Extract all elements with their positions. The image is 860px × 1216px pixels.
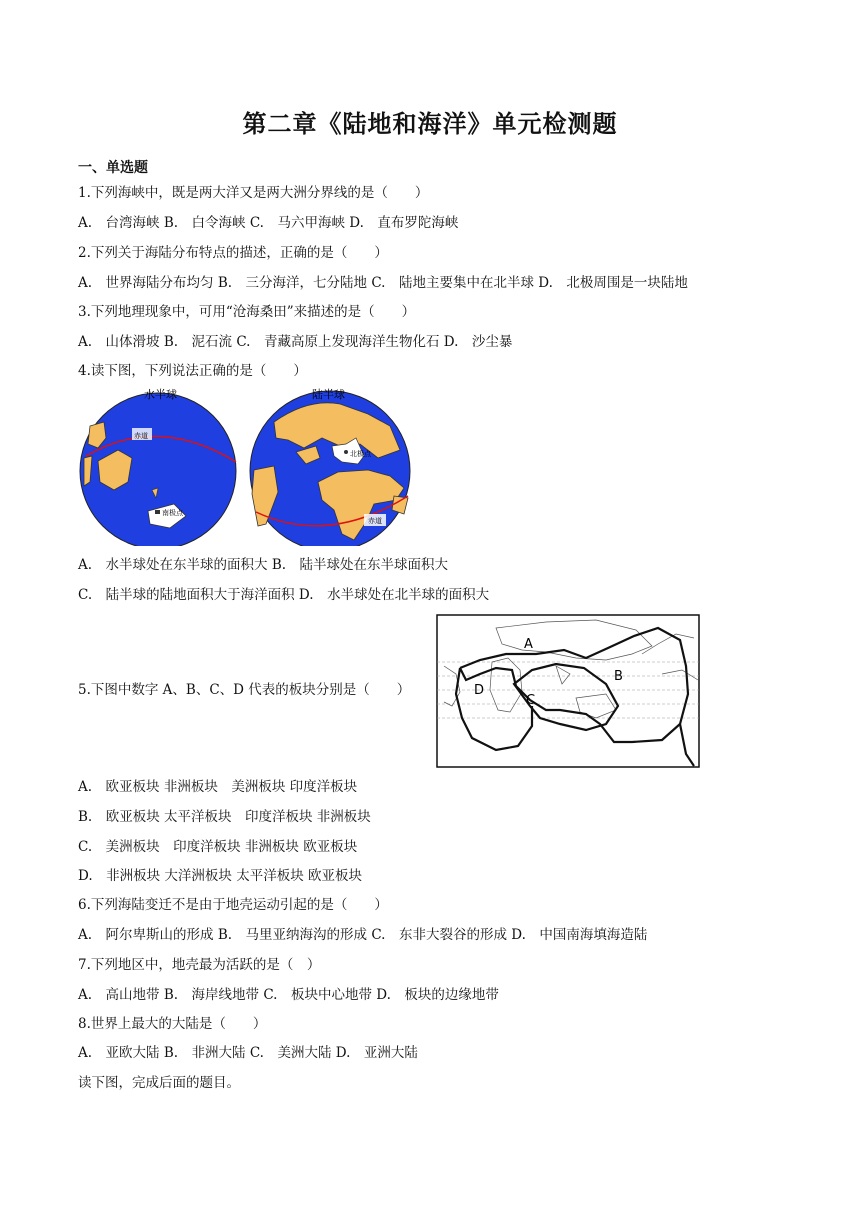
plate-label-c: C <box>526 693 536 708</box>
land-hemisphere-label: 陆半球 <box>312 388 345 401</box>
hemispheres-figure <box>78 386 418 546</box>
question-3-stem: 3.下列地理现象中，可用“沧海桑田”来描述的是（ ） <box>78 304 416 320</box>
question-5-option-a: A. 欧亚板块 非洲板块 美洲板块 印度洋板块 <box>78 779 358 795</box>
north-pole-label: 北极点 <box>350 450 371 458</box>
question-5-option-b: B. 欧亚板块 太平洋板块 印度洋板块 非洲板块 <box>78 809 371 825</box>
question-8-options: A. 亚欧大陆 B. 非洲大陆 C. 美洲大陆 D. 亚洲大陆 <box>78 1045 418 1061</box>
water-hemisphere <box>80 393 236 546</box>
question-3-options: A. 山体滑坡 B. 泥石流 C. 青藏高原上发现海洋生物化石 D. 沙尘暴 <box>78 334 513 350</box>
question-4-stem: 4.读下图，下列说法正确的是（ ） <box>78 363 307 379</box>
south-pole-label: 南极点 <box>162 509 183 517</box>
question-5-option-d: D. 非洲板块 大洋洲板块 太平洋板块 欧亚板块 <box>78 868 363 884</box>
plates-map <box>436 614 700 768</box>
page-title: 第二章《陆地和海洋》单元检测题 <box>242 110 618 138</box>
question-1-options: A. 台湾海峡 B. 白令海峡 C. 马六甲海峡 D. 直布罗陀海峡 <box>78 215 459 231</box>
question-7-options: A. 高山地带 B. 海岸线地带 C. 板块中心地带 D. 板块的边缘地带 <box>78 987 499 1003</box>
question-8-stem: 8.世界上最大的大陆是（ ） <box>78 1016 267 1032</box>
plate-label-b: B <box>614 669 623 684</box>
question-4-options-1: A. 水半球处在东半球的面积大 B. 陆半球处在东半球面积大 <box>78 557 449 573</box>
question-1-stem: 1.下列海峡中，既是两大洋又是两大洲分界线的是（ ） <box>78 185 429 201</box>
question-5-stem: 5.下图中数字 A、B、C、D 代表的板块分别是（ ） <box>78 682 411 698</box>
section-heading: 一、单选题 <box>78 160 148 176</box>
plate-label-a: A <box>524 637 533 652</box>
question-6-stem: 6.下列海陆变迁不是由于地壳运动引起的是（ ） <box>78 897 388 913</box>
question-7-stem: 7.下列地区中，地壳最为活跃的是（ ） <box>78 957 321 973</box>
closing-instruction: 读下图，完成后面的题目。 <box>78 1075 240 1091</box>
question-4-options-2: C. 陆半球的陆地面积大于海洋面积 D. 水半球处在北半球的面积大 <box>78 587 490 603</box>
water-equator-label: 赤道 <box>134 432 148 440</box>
question-5-option-c: C. 美洲板块 印度洋板块 非洲板块 欧亚板块 <box>78 839 358 855</box>
plate-label-d: D <box>474 683 485 698</box>
question-6-options: A. 阿尔卑斯山的形成 B. 马里亚纳海沟的形成 C. 东非大裂谷的形成 D. 中国南海填海造陆 <box>78 927 648 943</box>
land-hemisphere <box>250 391 410 546</box>
question-2-stem: 2.下列关于海陆分布特点的描述，正确的是（ ） <box>78 245 388 261</box>
question-2-options: A. 世界海陆分布均匀 B. 三分海洋，七分陆地 C. 陆地主要集中在北半球 D. 北极周围是一块陆地 <box>78 275 688 291</box>
water-hemisphere-label: 水半球 <box>144 388 177 401</box>
land-equator-label: 赤道 <box>368 517 382 525</box>
